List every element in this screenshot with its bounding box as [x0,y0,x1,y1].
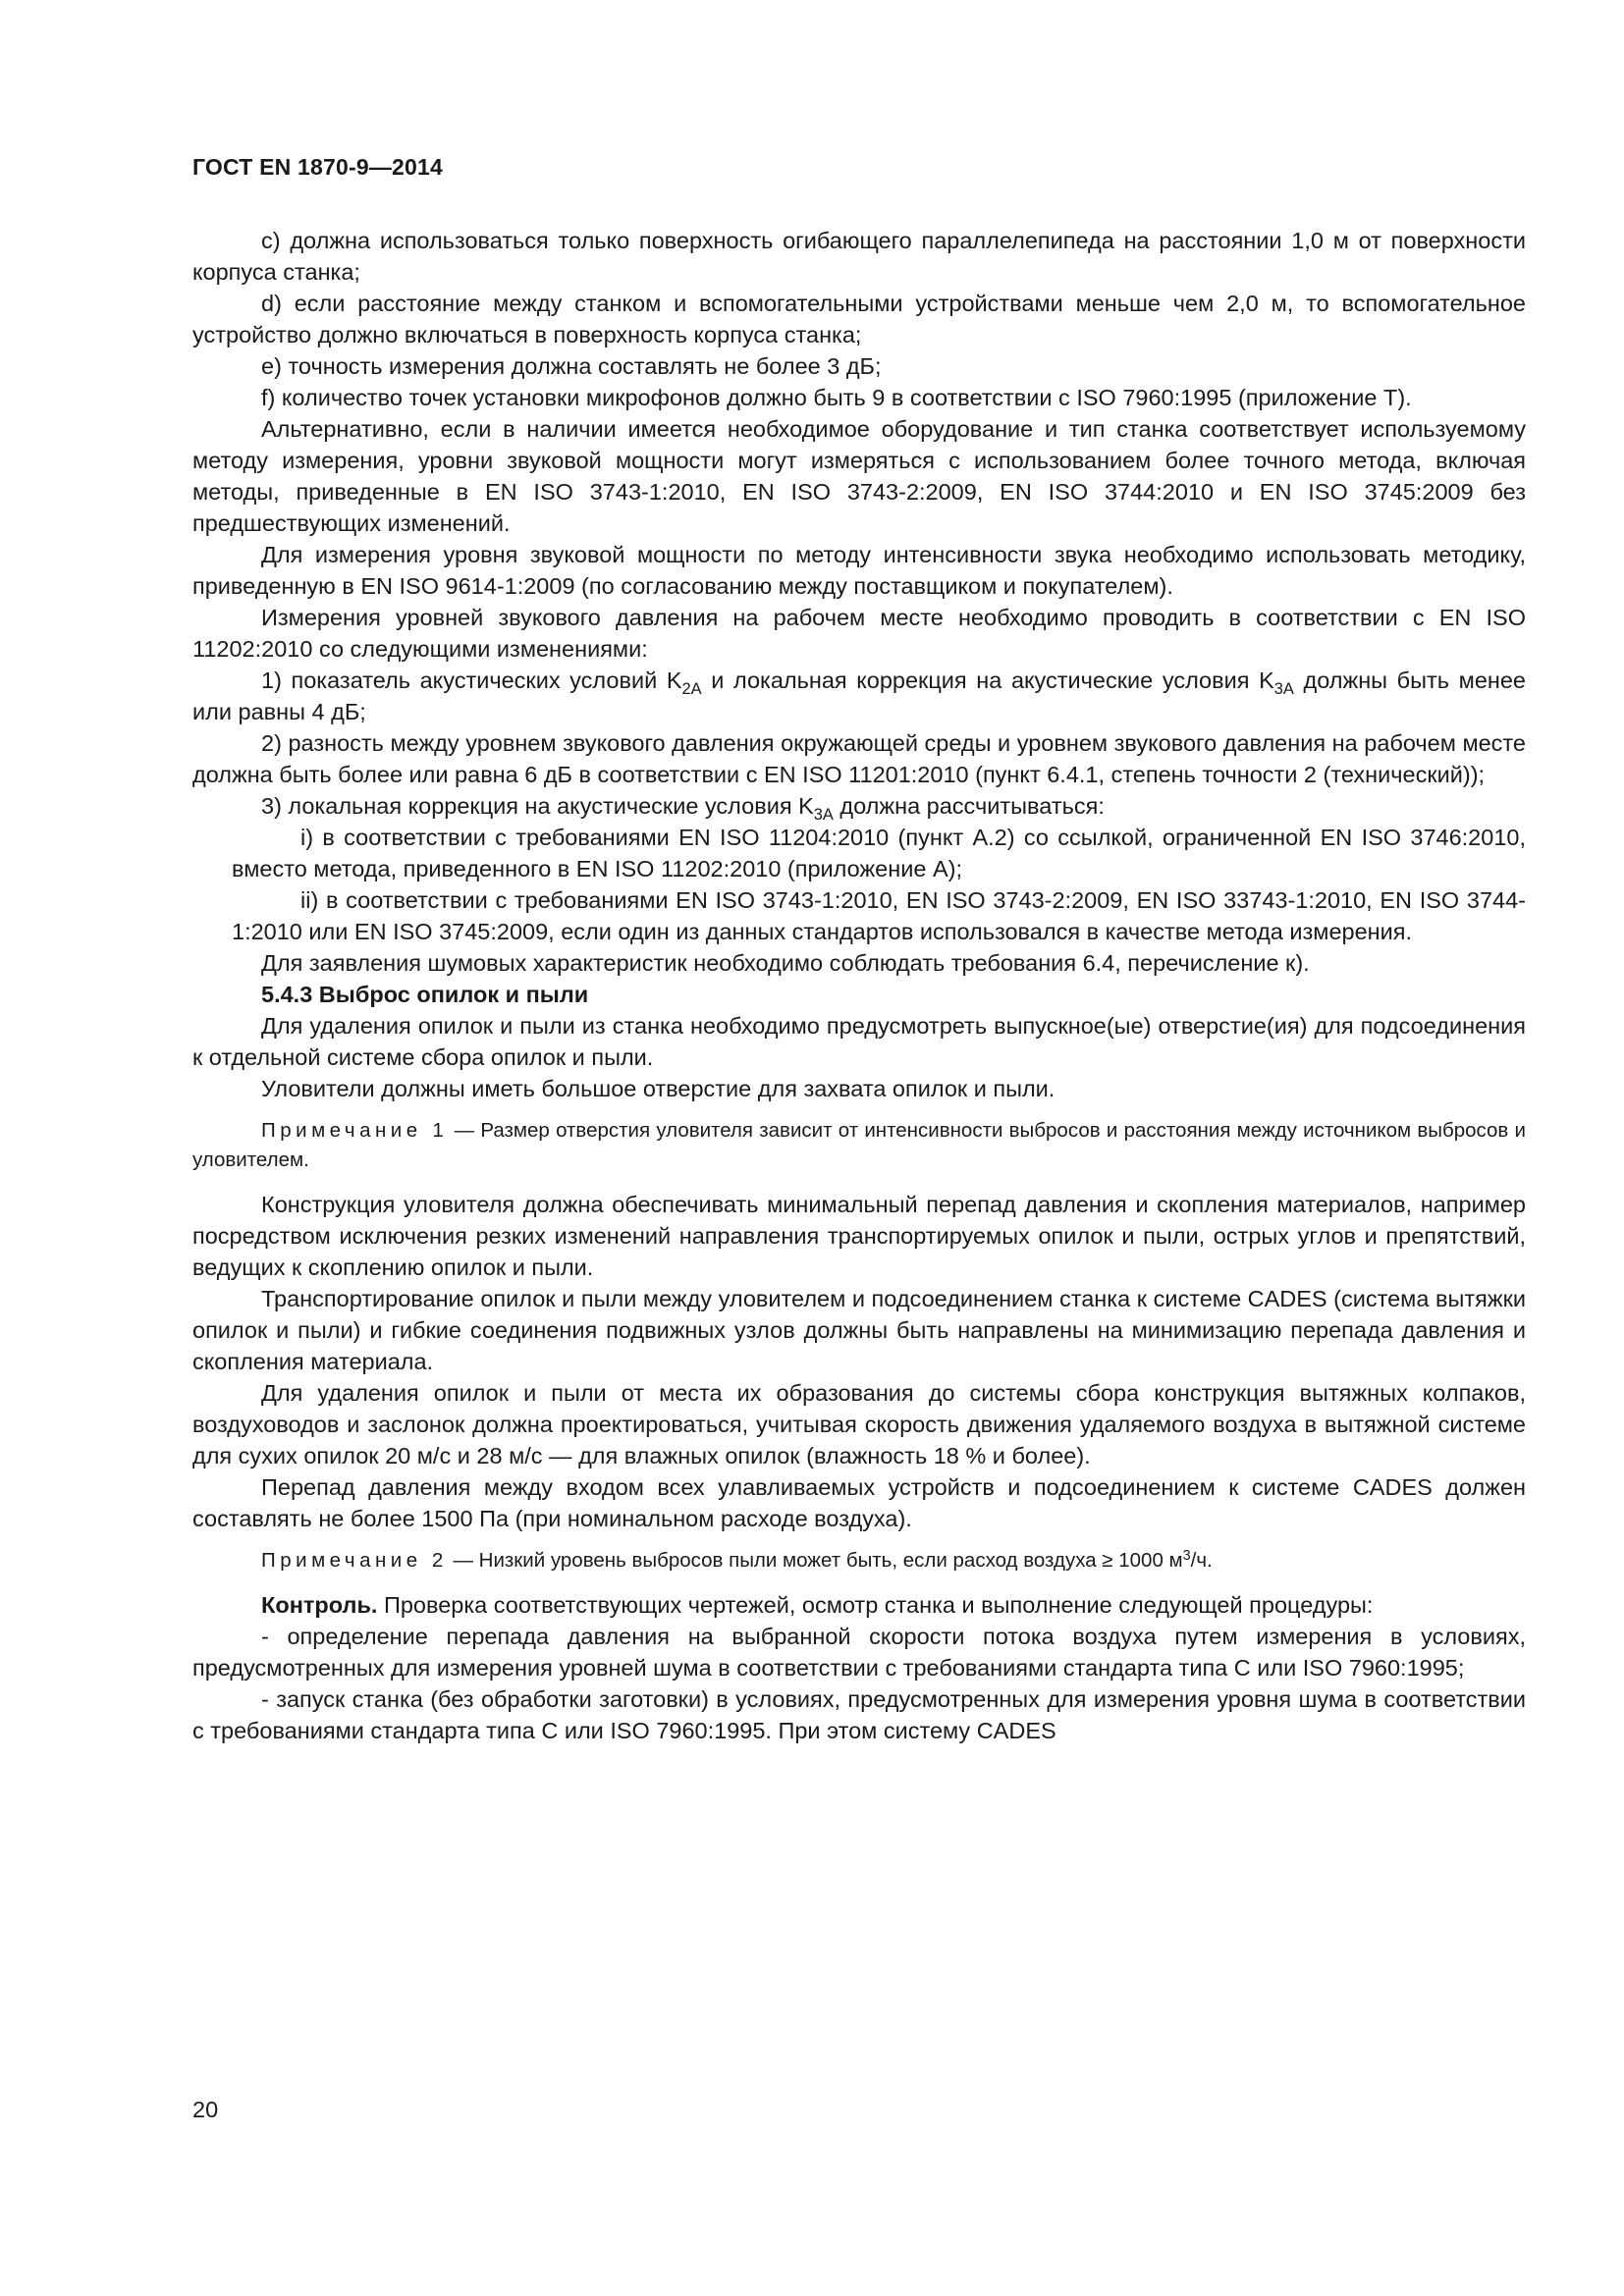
para-item-f: f) количество точек установки микрофонов должно быть 9 в соответствии с ISO 7960:1995 (приложение Т). [261,385,1412,410]
item3-text-b: должна рассчитываться: [833,793,1105,819]
para-transport: Транспортирование опилок и пыли между уловителем и подсоединением станка к системе CADES (система вытяжки опилок и пыли) и гибкие соединения подвижных узлов должны быть направлены на минимизацию перепада давления и скопления материала. [192,1286,1526,1374]
item3-i-text: i) в соответствии с требованиями EN ISO 11204:2010 (пункт А.2) со ссылкой, ограниченной EN ISO 3746:2010, вместо метода, приведенного в EN ISO 11202:2010 (приложение А); [232,825,1526,881]
para-item-c: с) должна использоваться только поверхность огибающего параллелепипеда на расстоянии 1,0 м от поверхности корпуса станка; [192,228,1526,285]
note1-text: — Размер отверстия уловителя зависит от интенсивности выбросов и расстояния между источником выбросов и уловителем. [192,1119,1526,1171]
note2-text-b: /ч. [1190,1549,1213,1572]
item1-subscript-1: 2A [681,679,702,698]
item3-ii-text: ii) в соответствии с требованиями EN ISO 3743-1:2010, EN ISO 3743-2:2009, EN ISO 33743-1:2010, EN ISO 3744-1:2010 или EN ISO 3745:2009, если один из данных стандартов использовался в качестве метода измерения. [232,887,1526,944]
item1-text-c: должны быть менее или равны 4 дБ; [192,667,1526,724]
para-item-3 [192,790,1526,822]
page-number: 20 [192,2097,219,2122]
para-declaration: Для заявления шумовых характеристик необходимо соблюдать требования 6.4, перечисление к). [261,950,1310,976]
para-outlet: Для удаления опилок и пыли из станка необходимо предусмотреть выпускное(ые) отверстие(ия) для подсоединения к отдельной системе сбора опилок и пыли. [192,1013,1526,1070]
note2-text-a: — Низкий уровень выбросов пыли может быть, если расход воздуха ≥ 1000 м [447,1549,1183,1572]
para-pressure: Перепад давления между входом всех улавливаемых устройств и подсоединением к системе CADES должен составлять не более 1500 Па (при номинальном расходе воздуха). [192,1474,1526,1531]
para-control-1: - определение перепада давления на выбранной скорости потока воздуха путем измерения в условиях, предусмотренных для измерения уровней шума в соответствии с требованиями стандарта типа С или ISO 7960:1995; [192,1624,1526,1681]
item1-text-a: 1) показатель акустических условий K [261,667,682,693]
para-control [192,1589,1526,1621]
para-intensity: Для измерения уровня звуковой мощности по методу интенсивности звука необходимо использовать методику, приведенную в EN ISO 9614-1:2009 (по согласованию между поставщиком и покупателем). [192,542,1526,599]
para-item-d: d) если расстояние между станком и вспомогательными устройствами меньше чем 2,0 м, то вспомогательное устройство должно включаться в поверхность корпуса станка; [192,291,1526,347]
document-header: ГОСТ EN 1870-9—2014 [192,154,444,180]
para-item-1 [192,665,1526,727]
note2-label: Примечание 2 [261,1549,448,1572]
para-workplace: Измерения уровней звукового давления на рабочем месте необходимо проводить в соответствии с EN ISO 11202:2010 со следующими изменениями: [192,605,1526,662]
para-catchers: Уловители должны иметь большое отверстие для захвата опилок и пыли. [261,1076,1056,1101]
control-label: Контроль. [261,1592,378,1618]
para-item-e: е) точность измерения должна составлять не более 3 дБ; [261,353,882,379]
note-1 [192,1116,1526,1175]
para-item-3-ii [192,884,1526,947]
para-alternative: Альтернативно, если в наличии имеется необходимое оборудование и тип станка соответствует используемому методу измерения, уровни звуковой мощности могут измеряться с использованием более точного метода, включая методы, приведенные в EN ISO 3743-1:2010, EN ISO 3743-2:2009, EN ISO 3744:2010 и EN ISO 3745:2009 без предшествующих изменений. [192,416,1526,536]
item3-subscript: 3A [813,805,834,824]
para-design: Конструкция уловителя должна обеспечивать минимальный перепад давления и скопления материалов, например посредством исключения резких изменений направления транспортируемых опилок и пыли, острых углов и препятствий, ведущих к скоплению опилок и пыли. [192,1192,1526,1280]
para-item-2: 2) разность между уровнем звукового давления окружающей среды и уровнем звукового давления на рабочем месте должна быть более или равна 6 дБ в соответствии с EN ISO 11201:2010 (пункт 6.4.1, степень точности 2 (технический)); [192,730,1526,787]
control-text: Проверка соответствующих чертежей, осмотр станка и выполнение следующей процедуры: [377,1592,1374,1618]
para-hoods: Для удаления опилок и пыли от места их образования до системы сбора конструкция вытяжных колпаков, воздуховодов и заслонок должна проектироваться, учитывая скорость движения удаляемого воздуха в вытяжной системе для сухих опилок 20 м/с и 28 м/с — для влажных опилок (влажность 18 % и более). [192,1380,1526,1468]
para-item-3-i [192,822,1526,884]
item1-subscript-2: 3A [1273,679,1294,698]
section-heading: 5.4.3 Выброс опилок и пыли [261,982,589,1007]
item3-text-a: 3) локальная коррекция на акустические условия K [261,793,814,819]
note2-superscript: 3 [1182,1547,1191,1564]
document-body [192,225,1526,1746]
item1-text-b: и локальная коррекция на акустические условия K [701,667,1274,693]
para-control-2: - запуск станка (без обработки заготовки) в условиях, предусмотренных для измерения уровня шума в соответствии с требованиями стандарта типа С или ISO 7960:1995. При этом систему CADES [192,1686,1526,1743]
note1-label: Примечание 1 [261,1119,449,1142]
note-2 [192,1546,1526,1575]
